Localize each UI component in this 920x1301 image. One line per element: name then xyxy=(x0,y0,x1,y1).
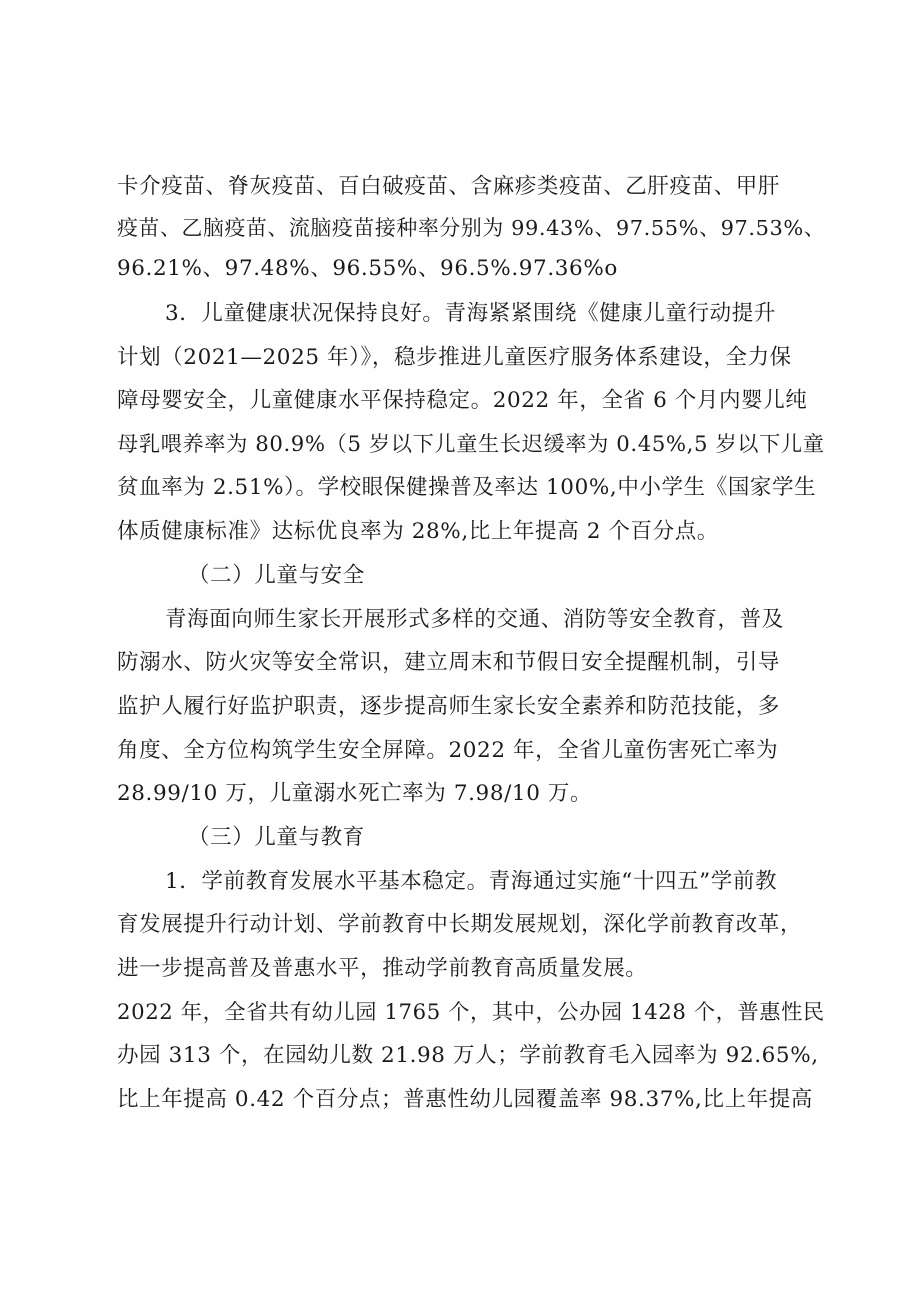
paragraph-line: 比上年提高 0.42 个百分点；普惠性幼儿园覆盖率 98.37%,比上年提高 xyxy=(117,1087,813,1112)
paragraph-line: 体质健康标准》达标优良率为 28%,比上年提高 2 个百分点。 xyxy=(117,519,719,544)
paragraph-line: 计划（2021—2025 年）》，稳步推进儿童医疗服务体系建设，全力保 xyxy=(117,345,792,370)
paragraph-line: 疫苗、乙脑疫苗、流脑疫苗接种率分别为 99.43%、97.55%、97.53%、 xyxy=(117,216,826,240)
paragraph-line: 角度、全方位构筑学生安全屏障。2022 年，全省儿童伤害死亡率为 xyxy=(117,738,779,763)
paragraph-line: 卡介疫苗、脊灰疫苗、百白破疫苗、含麻疹类疫苗、乙肝疫苗、甲肝 xyxy=(117,174,781,199)
paragraph-line: 3．儿童健康状况保持良好。青海紧紧围绕《健康儿童行动提升 xyxy=(165,301,776,326)
section-heading: （二）儿童与安全 xyxy=(188,563,365,588)
paragraph-line: 监护人履行好监护职责，逐步提高师生家长安全素养和防范技能，多 xyxy=(117,694,781,719)
paragraph-line: 办园 313 个，在园幼儿数 21.98 万人；学前教育毛入园率为 92.65%, xyxy=(117,1043,819,1068)
paragraph-line: 育发展提升行动计划、学前教育中长期发展规划，深化学前教育改革， xyxy=(117,912,803,937)
paragraph-line: 母乳喂养率为 80.9%（5 岁以下儿童生长迟缓率为 0.45%,5 岁以下儿童 xyxy=(117,432,825,457)
section-heading: （三）儿童与教育 xyxy=(188,825,365,850)
paragraph-line: 防溺水、防火灾等安全常识，建立周末和节假日安全提醒机制，引导 xyxy=(117,650,781,675)
paragraph-line: 障母婴安全，儿童健康水平保持稳定。2022 年，全省 6 个月内婴儿纯 xyxy=(117,388,808,413)
paragraph-line: 28.99/10 万，儿童溺水死亡率为 7.98/10 万。 xyxy=(117,781,593,806)
paragraph-line: 贫血率为 2.51%）。学校眼保健操普及率达 100%,中小学生《国家学生 xyxy=(117,475,817,500)
paragraph-line: 青海面向师生家长开展形式多样的交通、消防等安全教育，普及 xyxy=(165,607,784,632)
paragraph-line: 96.21%、97.48%、96.55%、96.5%.97.36%o xyxy=(117,256,618,281)
paragraph-line: 进一步提高普及普惠水平，推动学前教育高质量发展。 xyxy=(117,956,648,981)
paragraph-line: 2022 年，全省共有幼儿园 1765 个，其中，公办园 1428 个，普惠性民 xyxy=(117,1000,825,1025)
paragraph-line: 1．学前教育发展水平基本稳定。青海通过实施“十四五”学前教 xyxy=(165,869,778,894)
